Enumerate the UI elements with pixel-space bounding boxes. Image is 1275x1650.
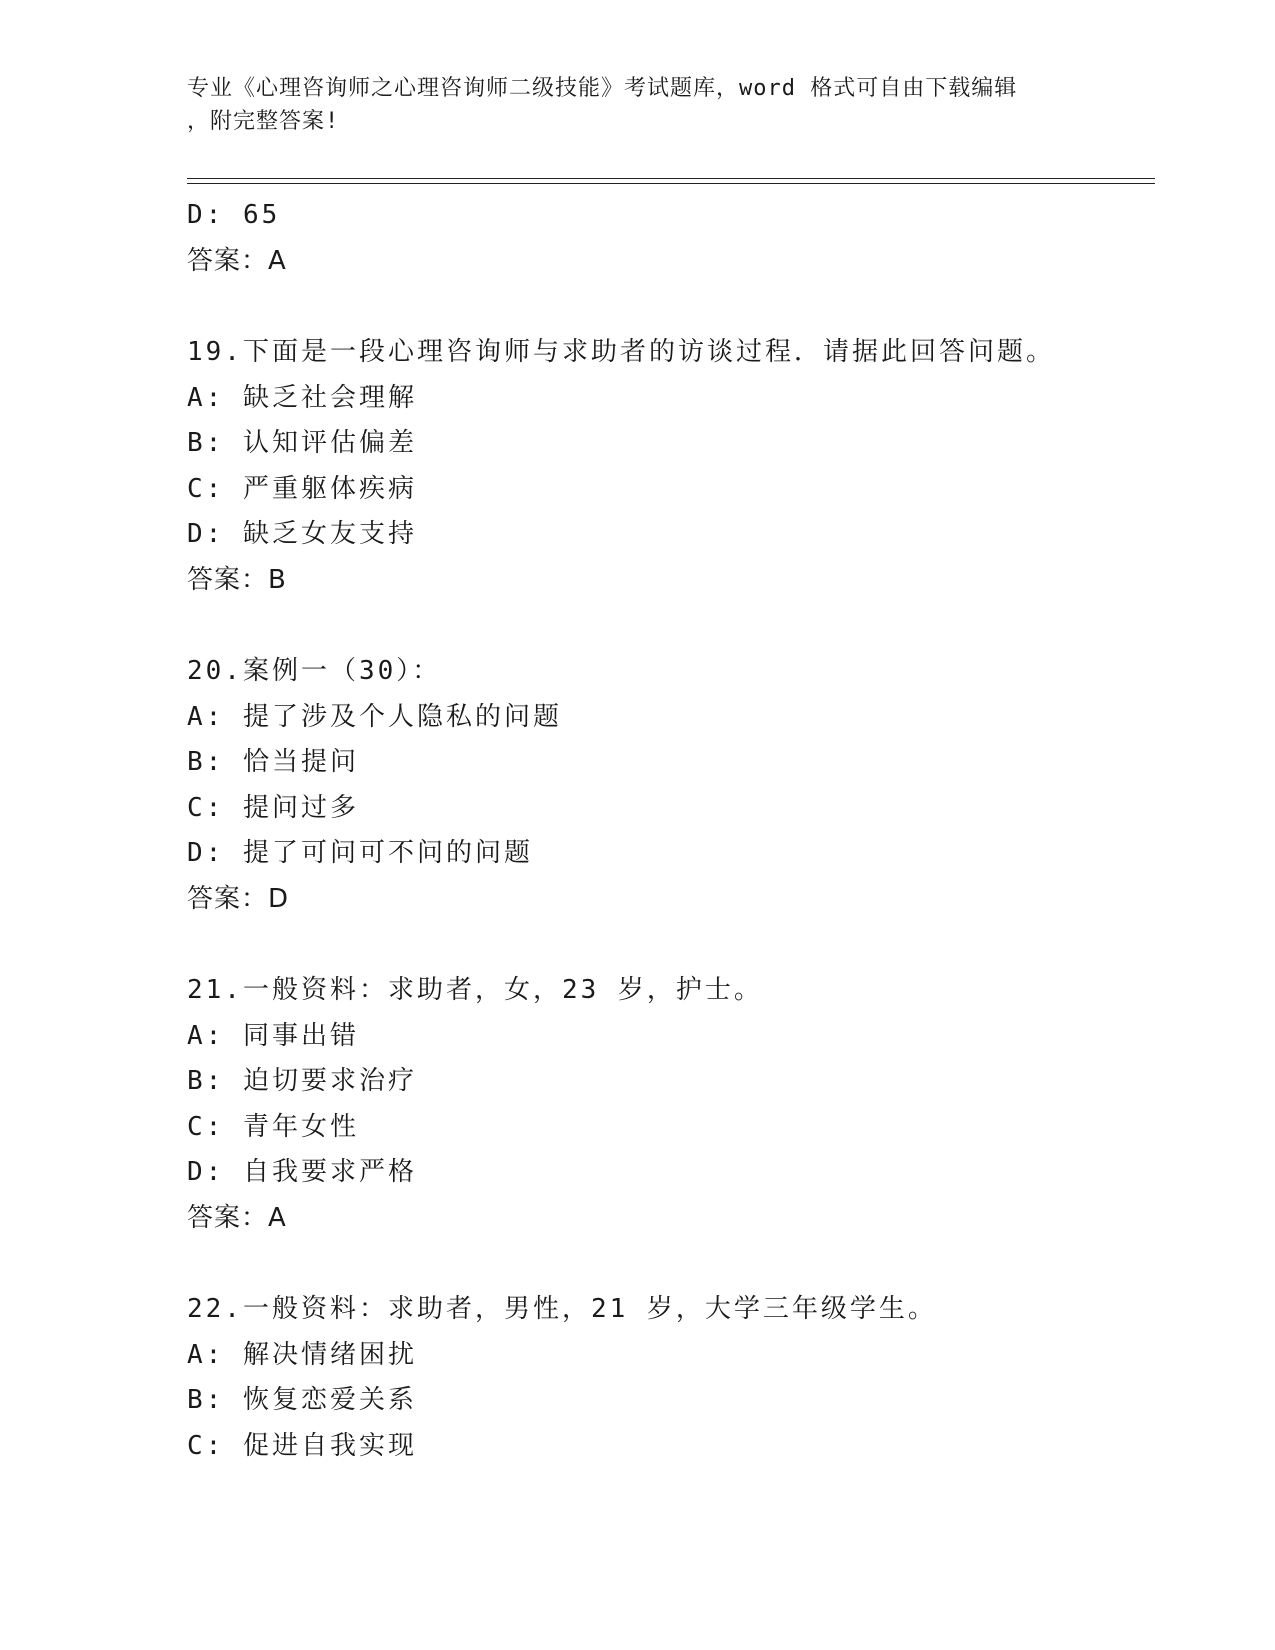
option-d: D: 提了可问可不问的问题 [187, 838, 533, 868]
option-a: A: 同事出错 [187, 1020, 359, 1051]
option-c: C: 青年女性 [187, 1111, 359, 1142]
option-b: B: 恢复恋爱关系 [187, 1385, 417, 1415]
option-a: A: 解决情绪困扰 [187, 1339, 417, 1370]
question-stem: 19.下面是一段心理咨询师与求助者的访谈过程．请据此回答问题。 [187, 337, 1055, 367]
option-d: D: 缺乏女友支持 [187, 519, 417, 549]
option-b: B: 迫切要求治疗 [187, 1066, 417, 1096]
option-c: C: 促进自我实现 [187, 1430, 417, 1461]
question-block-20 [187, 649, 1155, 922]
question-block-21 [187, 968, 1155, 1241]
option-d: D: 65 [187, 200, 281, 230]
question-block-19 [187, 330, 1155, 603]
option-d: D: 自我要求严格 [187, 1157, 417, 1187]
question-stem: 21.一般资料：求助者，女，23 岁，护士。 [187, 975, 763, 1005]
answer-line: 答案：B [187, 564, 287, 595]
question-stem: 20.案例一（30）： [187, 656, 442, 686]
option-c: C: 提问过多 [187, 792, 359, 823]
question-block-22 [187, 1287, 1155, 1469]
header-line-1: 专业《心理咨询师之心理咨询师二级技能》考试题库，word 格式可自由下载编辑 [187, 76, 1018, 101]
header-line-2: ，附完整答案! [187, 109, 340, 134]
option-c: C: 严重躯体疾病 [187, 473, 417, 504]
question-list [187, 193, 1155, 1469]
option-a: A: 提了涉及个人隐私的问题 [187, 701, 562, 732]
header-rule-top [187, 178, 1155, 179]
page-header [187, 72, 1087, 138]
answer-line: 答案：A [187, 1202, 287, 1233]
header-rule-bottom [187, 183, 1155, 184]
option-b: B: 认知评估偏差 [187, 428, 417, 458]
question-stem: 22.一般资料：求助者，男性，21 岁，大学三年级学生。 [187, 1294, 937, 1324]
answer-line: 答案：D [187, 883, 290, 914]
question-block-18-tail [187, 193, 1155, 284]
answer-line: 答案：A [187, 245, 287, 276]
option-b: B: 恰当提问 [187, 747, 359, 777]
option-a: A: 缺乏社会理解 [187, 382, 417, 413]
